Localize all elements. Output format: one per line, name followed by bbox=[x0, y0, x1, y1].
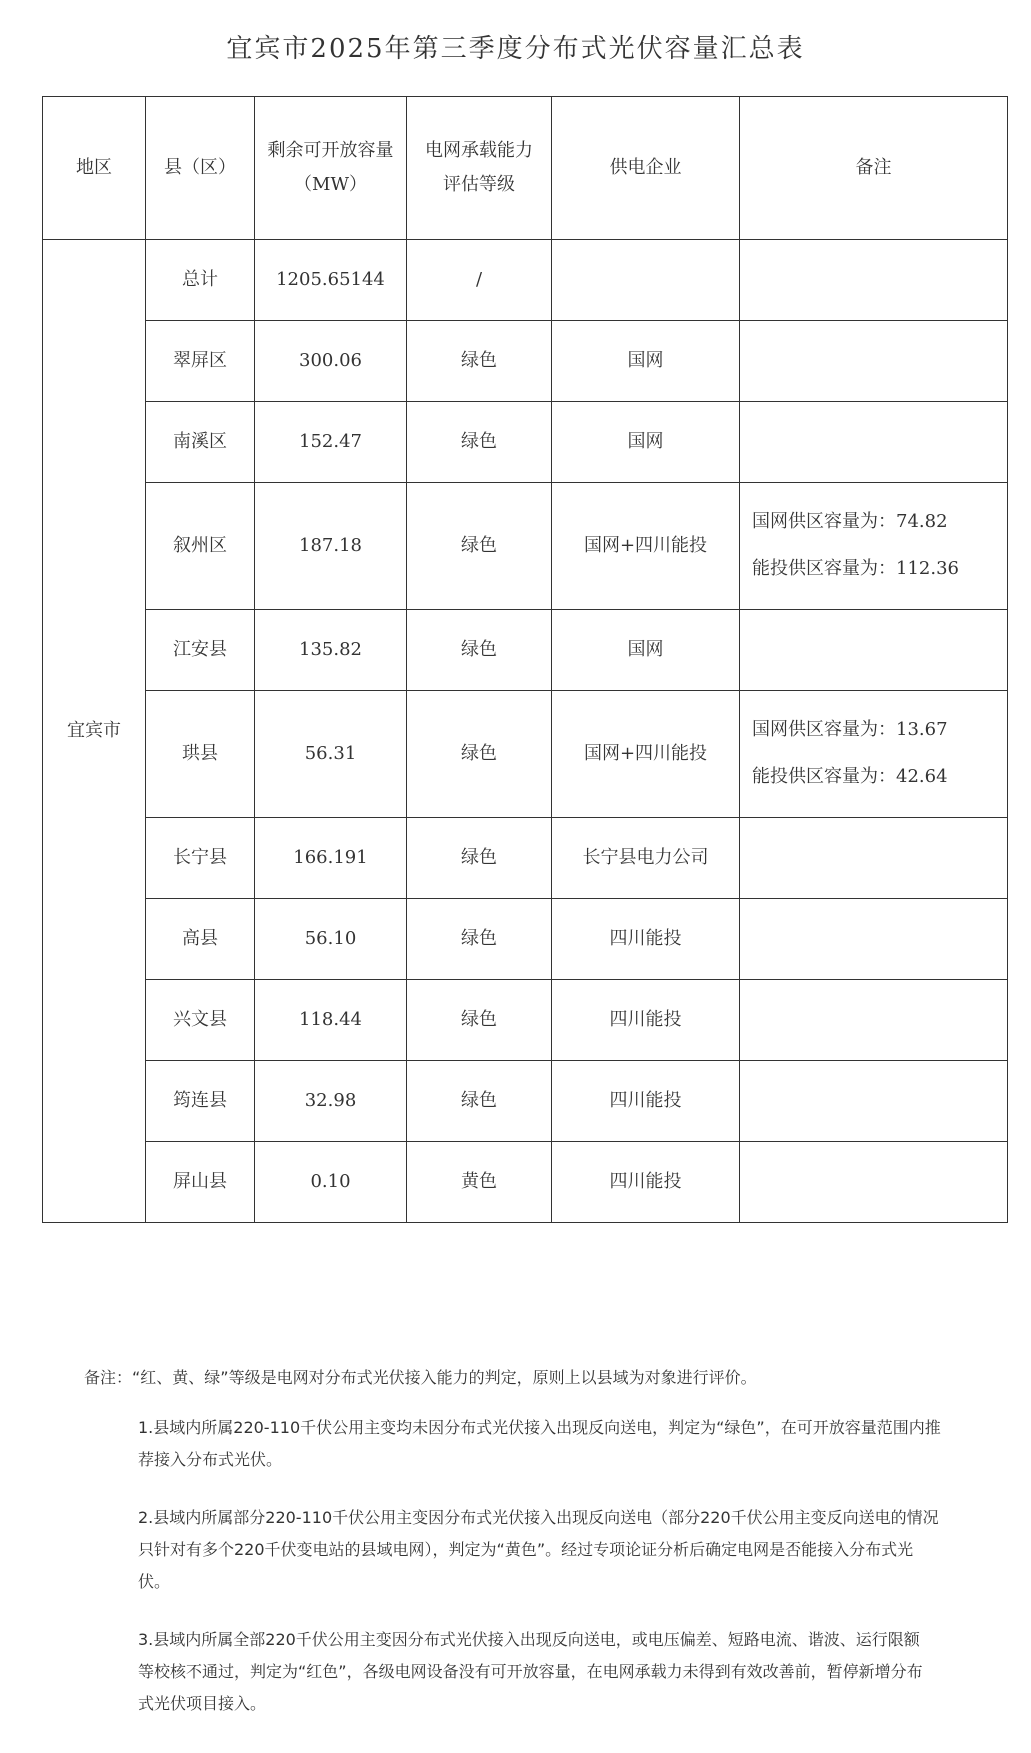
table-row bbox=[43, 321, 1008, 402]
county-cell: 珙县 bbox=[146, 691, 255, 818]
supplier-cell: 四川能投 bbox=[552, 1142, 740, 1223]
capacity-summary-table bbox=[42, 96, 1008, 1223]
county-cell: 兴文县 bbox=[146, 980, 255, 1061]
table-row bbox=[43, 610, 1008, 691]
county-cell: 屏山县 bbox=[146, 1142, 255, 1223]
supplier-cell: 国网+四川能投 bbox=[552, 483, 740, 610]
table-row bbox=[43, 402, 1008, 483]
note-2-line-1: 2.县域内所属部分220-110千伏公用主变因分布式光伏接入出现反向送电（部分220千伏公用主变反向送电的情况 bbox=[138, 1508, 939, 1527]
capacity-cell: 56.31 bbox=[255, 691, 407, 818]
note-3-line-3: 式光伏项目接入。 bbox=[138, 1694, 267, 1713]
header-region: 地区 bbox=[43, 97, 146, 240]
table-row bbox=[43, 1061, 1008, 1142]
page-title: 宜宾市2025年第三季度分布式光伏容量汇总表 bbox=[226, 34, 805, 64]
table-row bbox=[43, 1142, 1008, 1223]
capacity-cell: 118.44 bbox=[255, 980, 407, 1061]
supplier-cell: 国网+四川能投 bbox=[552, 691, 740, 818]
header-grade bbox=[407, 97, 552, 240]
table-row bbox=[43, 240, 1008, 321]
remark-line: 能投供区容量为：42.64 bbox=[752, 766, 948, 787]
grade-cell: 绿色 bbox=[407, 1061, 552, 1142]
supplier-cell: 四川能投 bbox=[552, 1061, 740, 1142]
header-capacity-line1: 剩余可开放容量 bbox=[267, 139, 394, 161]
grade-cell: 绿色 bbox=[407, 321, 552, 402]
header-grade-line2: 评估等级 bbox=[443, 174, 515, 195]
note-3-line-2: 等校核不通过，判定为“红色”，各级电网设备没有可开放容量，在电网承载力未得到有效改善前，暂停新增分布 bbox=[138, 1662, 923, 1681]
supplier-cell bbox=[552, 240, 740, 321]
remark-cell bbox=[740, 899, 1008, 980]
capacity-cell: 166.191 bbox=[255, 818, 407, 899]
table-row bbox=[43, 818, 1008, 899]
grade-cell: 绿色 bbox=[407, 610, 552, 691]
remark-cell bbox=[740, 1142, 1008, 1223]
header-remark: 备注 bbox=[740, 97, 1008, 240]
remark-cell bbox=[740, 818, 1008, 899]
county-cell: 南溪区 bbox=[146, 402, 255, 483]
county-cell: 翠屏区 bbox=[146, 321, 255, 402]
supplier-cell: 国网 bbox=[552, 402, 740, 483]
supplier-cell: 四川能投 bbox=[552, 980, 740, 1061]
county-cell: 高县 bbox=[146, 899, 255, 980]
grade-cell: 黄色 bbox=[407, 1142, 552, 1223]
supplier-cell: 国网 bbox=[552, 321, 740, 402]
remark-cell bbox=[740, 691, 1008, 818]
remark-line: 能投供区容量为：112.36 bbox=[752, 558, 959, 579]
remark-line: 国网供区容量为：13.67 bbox=[752, 719, 948, 741]
note-3-line-1: 3.县域内所属全部220千伏公用主变因分布式光伏接入出现反向送电，或电压偏差、短路电流、谐波、运行限额 bbox=[138, 1630, 920, 1649]
note-2-line-2: 只针对有多个220千伏变电站的县域电网），判定为“黄色”。经过专项论证分析后确定电网是否能接入分布式光 bbox=[138, 1540, 914, 1559]
grade-cell: 绿色 bbox=[407, 818, 552, 899]
capacity-cell: 135.82 bbox=[255, 610, 407, 691]
remark-cell bbox=[740, 240, 1008, 321]
capacity-cell: 1205.65144 bbox=[255, 240, 407, 321]
county-cell: 长宁县 bbox=[146, 818, 255, 899]
header-capacity-line2: （MW） bbox=[294, 174, 367, 195]
capacity-cell: 56.10 bbox=[255, 899, 407, 980]
county-cell: 筠连县 bbox=[146, 1061, 255, 1142]
remark-line: 国网供区容量为：74.82 bbox=[752, 511, 948, 533]
county-cell: 总计 bbox=[146, 240, 255, 321]
capacity-cell: 300.06 bbox=[255, 321, 407, 402]
remark-cell bbox=[740, 980, 1008, 1061]
capacity-cell: 152.47 bbox=[255, 402, 407, 483]
county-cell: 江安县 bbox=[146, 610, 255, 691]
table-row bbox=[43, 691, 1008, 818]
supplier-cell: 四川能投 bbox=[552, 899, 740, 980]
remark-cell bbox=[740, 610, 1008, 691]
header-supplier: 供电企业 bbox=[552, 97, 740, 240]
table-row bbox=[43, 899, 1008, 980]
grade-cell: 绿色 bbox=[407, 980, 552, 1061]
county-cell: 叙州区 bbox=[146, 483, 255, 610]
remark-cell bbox=[740, 402, 1008, 483]
table-row bbox=[43, 980, 1008, 1061]
grade-cell: / bbox=[407, 240, 552, 321]
grade-cell: 绿色 bbox=[407, 402, 552, 483]
note-1-line-1: 1.县域内所属220-110千伏公用主变均未因分布式光伏接入出现反向送电，判定为“绿色”，在可开放容量范围内推 bbox=[138, 1418, 941, 1437]
capacity-cell: 187.18 bbox=[255, 483, 407, 610]
notes-intro: 备注：“红、黄、绿”等级是电网对分布式光伏接入能力的判定，原则上以县域为对象进行评价。 bbox=[84, 1368, 757, 1387]
supplier-cell: 长宁县电力公司 bbox=[552, 818, 740, 899]
remark-cell bbox=[740, 321, 1008, 402]
header-capacity bbox=[255, 97, 407, 240]
remark-cell bbox=[740, 483, 1008, 610]
header-county: 县（区） bbox=[146, 97, 255, 240]
remark-cell bbox=[740, 1061, 1008, 1142]
grade-cell: 绿色 bbox=[407, 899, 552, 980]
table-row bbox=[43, 483, 1008, 610]
header-grade-line1: 电网承载能力 bbox=[425, 139, 533, 161]
note-1-line-2: 荐接入分布式光伏。 bbox=[138, 1450, 283, 1469]
capacity-cell: 0.10 bbox=[255, 1142, 407, 1223]
grade-cell: 绿色 bbox=[407, 691, 552, 818]
region-cell: 宜宾市 bbox=[43, 240, 146, 1223]
grade-cell: 绿色 bbox=[407, 483, 552, 610]
supplier-cell: 国网 bbox=[552, 610, 740, 691]
note-2-line-3: 伏。 bbox=[138, 1572, 171, 1591]
table-header-row bbox=[43, 97, 1008, 240]
capacity-cell: 32.98 bbox=[255, 1061, 407, 1142]
